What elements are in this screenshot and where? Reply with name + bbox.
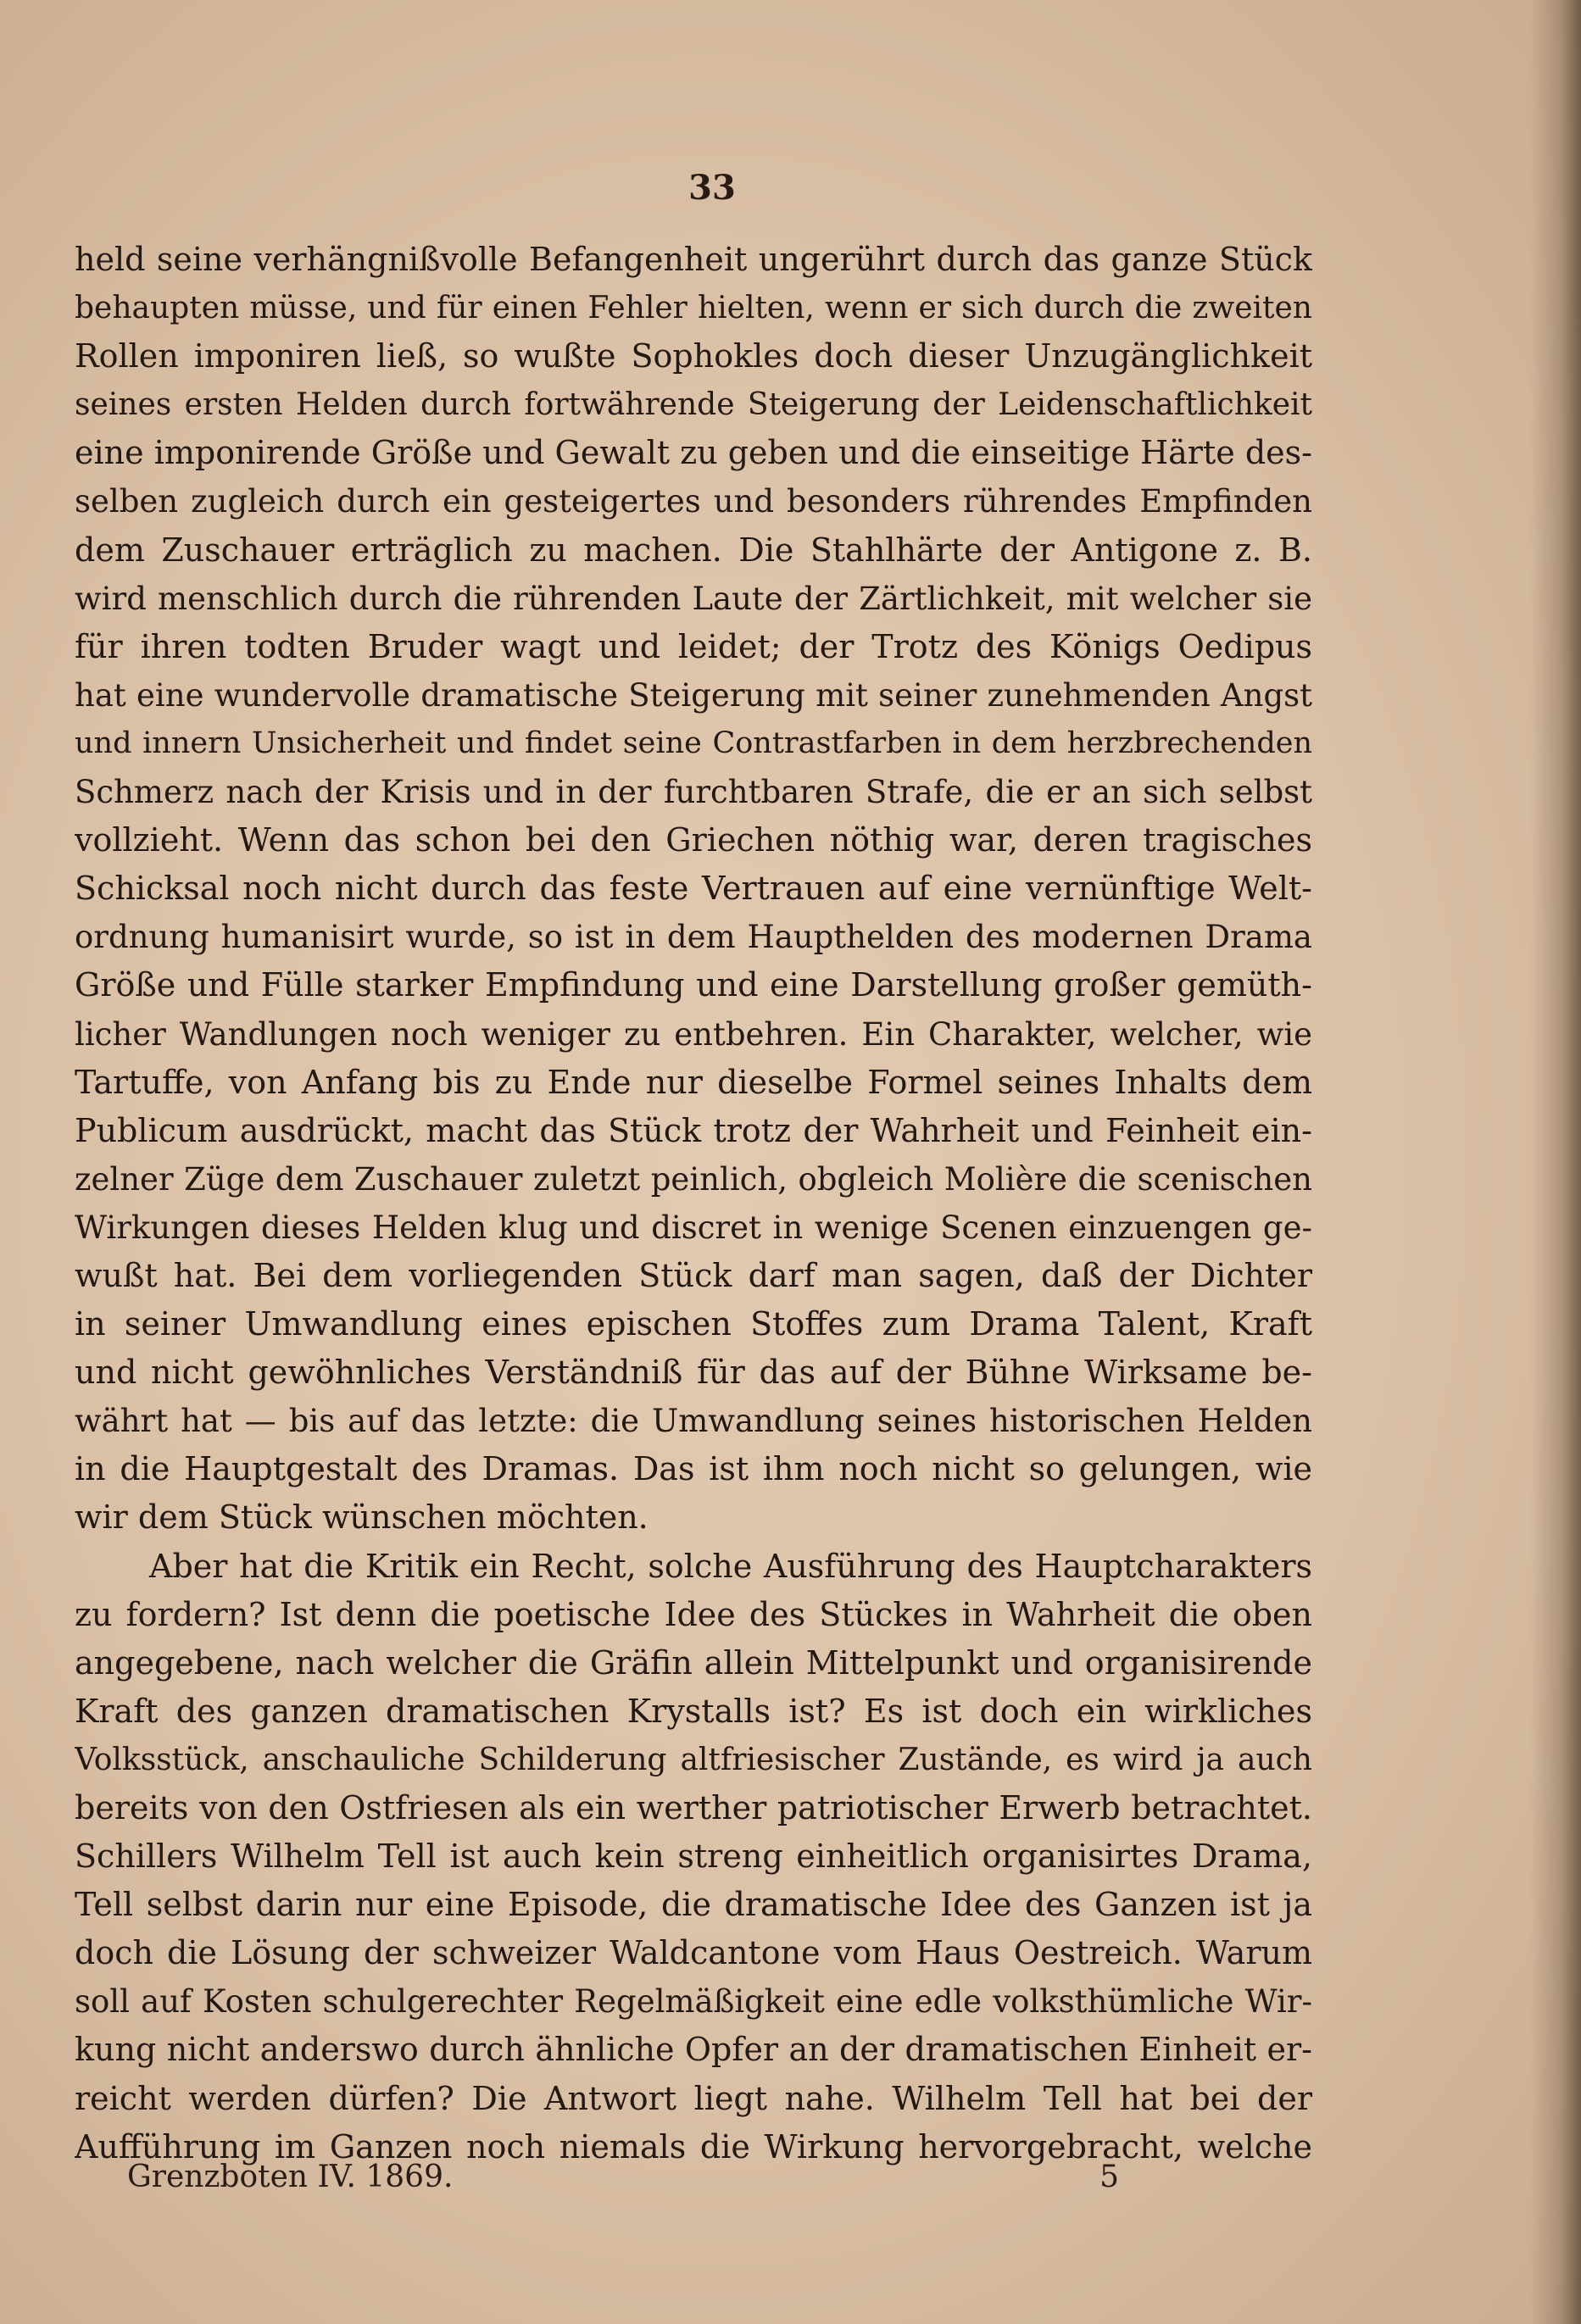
body-text [75,236,1312,2171]
text-line: Volksstück, anschauliche Schilderung altfriesischer Zustände, es wird ja auch [75,1742,1312,1777]
text-line: wird menschlich durch die rührenden Laute der Zärtlichkeit, mit welcher sie [75,580,1312,617]
text-line: Aber hat die Kritik ein Recht, solche Ausführung des Hauptcharakters [149,1547,1312,1585]
text-line: angegebene, nach welcher die Gräfin allein Mittelpunkt und organisirende [75,1643,1312,1682]
text-line: Kraft des ganzen dramatischen Krystalls ist? Es ist doch ein wirkliches [75,1692,1312,1730]
text-line: behaupten müsse, und für einen Fehler hielten, wenn er sich durch die zweiten [75,291,1312,326]
text-line: in seiner Umwandlung eines epischen Stoffes zum Drama Talent, Kraft [75,1305,1312,1343]
text-line: kung nicht anderswo durch ähnliche Opfer an der dramatischen Einheit er- [75,2031,1312,2069]
text-line: währt hat — bis auf das letzte: die Umwandlung seines historischen Helden [75,1403,1312,1440]
text-line: und innern Unsicherheit und findet seine Contrastfarben in dem herzbrechenden [75,726,1312,760]
text-line: held seine verhängnißvolle Befangenheit ungerührt durch das ganze Stück [75,241,1312,278]
text-line: zelner Züge dem Zuschauer zuletzt peinlich, obgleich Molière die scenischen [75,1160,1312,1198]
text-line: für ihren todten Bruder wagt und leidet; der Trotz des Königs Oedipus [75,627,1312,665]
text-line: Schmerz nach der Krisis und in der furchtbaren Strafe, die er an sich selbst [75,774,1312,811]
text-line: Rollen imponiren ließ, so wußte Sophokles doch dieser Unzugänglichkeit [75,337,1312,375]
text-line: eine imponirende Größe und Gewalt zu geben und die einseitige Härte des- [75,434,1312,472]
page-spine-shadow [1530,0,1581,2324]
text-line: hat eine wundervolle dramatische Steigerung mit seiner zunehmenden Angst [75,676,1312,714]
text-line: seines ersten Helden durch fortwährende Steigerung der Leidenschaftlichkeit [75,387,1312,423]
text-line: Schillers Wilhelm Tell ist auch kein streng einheitlich organisirtes Drama, [75,1838,1312,1876]
text-line: Größe und Fülle starker Empfindung und eine Darstellung großer gemüth- [75,966,1312,1004]
footer-signature: 5 [1099,2160,1119,2194]
text-line: soll auf Kosten schulgerechter Regelmäßigkeit eine edle volksthümliche Wir- [75,1983,1312,2021]
text-line: Wirkungen dieses Helden klug und discret in wenige Scenen einzuengen ge- [75,1209,1312,1246]
text-line: Schicksal noch nicht durch das feste Vertrauen auf eine vernünftige Welt- [75,870,1312,908]
text-line: wußt hat. Bei dem vorliegenden Stück darf man sagen, daß der Dichter [75,1256,1312,1294]
text-line: Publicum ausdrückt, macht das Stück trotz der Wahrheit und Feinheit ein- [75,1111,1312,1149]
page-number: 33 [688,168,736,208]
text-line: Tell selbst darin nur eine Episode, die dramatische Idee des Ganzen ist ja [75,1886,1312,1924]
page-footer [127,2160,1119,2194]
text-line: bereits von den Ostfriesen als ein werther patriotischer Erwerb betrachtet. [75,1789,1312,1826]
text-line: Tartuffe, von Anfang bis zu Ende nur dieselbe Formel seines Inhalts dem [75,1063,1312,1101]
text-line: ordnung humanisirt wurde, so ist in dem Haupthelden des modernen Drama [75,919,1312,956]
text-line: licher Wandlungen noch weniger zu entbehren. Ein Charakter, welcher, wie [75,1015,1312,1053]
text-line: selben zugleich durch ein gesteigertes und besonders rührendes Empfinden [75,483,1312,520]
text-line: Aufführung im Ganzen noch niemals die Wirkung hervorgebracht, welche [75,2127,1312,2166]
text-line: dem Zuschauer erträglich zu machen. Die Stahlhärte der Antigone z. B. [75,531,1312,569]
text-line: doch die Lösung der schweizer Waldcantone vom Haus Oestreich. Warum [75,1934,1312,1972]
text-line: vollzieht. Wenn das schon bei den Griechen nöthig war, deren tragisches [75,821,1312,859]
text-line: zu fordern? Ist denn die poetische Idee des Stückes in Wahrheit die oben [75,1595,1312,1633]
text-line: wir dem Stück wünschen möchten. [75,1498,649,1537]
text-line: in die Hauptgestalt des Dramas. Das ist ihm noch nicht so gelungen, wie [75,1450,1312,1488]
footer-journal: Grenzboten IV. 1869. [127,2160,454,2194]
text-line: und nicht gewöhnliches Verständniß für das auf der Bühne Wirksame be- [75,1354,1312,1392]
text-line: reicht werden dürfen? Die Antwort liegt nahe. Wilhelm Tell hat bei der [75,2079,1312,2117]
